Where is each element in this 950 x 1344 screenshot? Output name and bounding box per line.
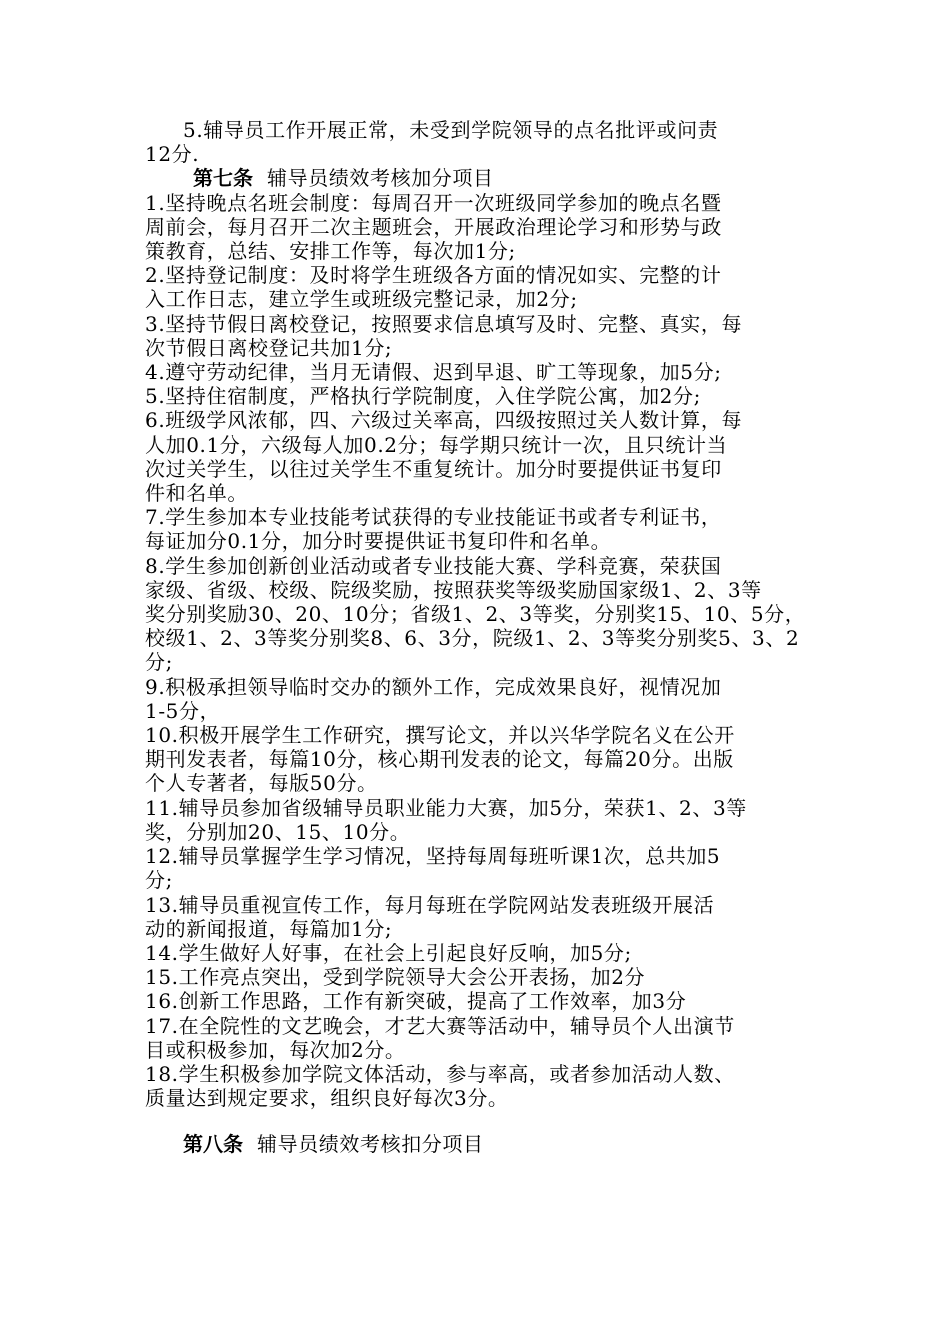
text-line: 策教育，总结、安排工作等，每次加1分; [145,239,516,264]
text-line: 分; [145,868,173,893]
text-line: 6.班级学风浓郁，四、六级过关率高，四级按照过关人数计算，每 [145,408,743,433]
text-line: 期刊发表者，每篇10分，核心期刊发表的论文，每篇20分。出版 [145,747,734,772]
text-line: 目或积极参加，每次加2分。 [145,1037,406,1062]
text-line: 入工作日志，建立学生或班级完整记录，加2分; [145,287,578,312]
text-line: 人加0.1分，六级每人加0.2分；每学期只统计一次，且只统计当 [145,432,728,457]
text-line: 每证加分0.1分，加分时要提供证书复印件和名单。 [145,529,612,554]
text-line: 2.坚持登记制度：及时将学生班级各方面的情况如实、完整的计 [145,263,722,288]
text-line: 14.学生做好人好事，在社会上引起良好反响，加5分; [145,940,632,965]
text-line: 3.坚持节假日离校登记，按照要求信息填写及时、完整、真实，每 [145,311,743,336]
text-line: 周前会，每月召开二次主题班会，开展政治理论学习和形势与政 [145,214,722,239]
text-line: 1.坚持晚点名班会制度：每周召开一次班级同学参加的晚点名暨 [145,190,722,215]
text-line: 17.在全院性的文艺晚会，才艺大赛等活动中，辅导员个人出演节 [145,1013,735,1038]
article-8-heading [145,1132,815,1156]
text-line: 件和名单。 [145,481,248,506]
text-line: 13.辅导员重视宣传工作，每月每班在学院网站发表班级开展活 [145,892,715,917]
text-line: 15.工作亮点突出，受到学院领导大会公开表扬，加2分 [145,965,646,990]
text-line: 奖，分别加20、15、10分。 [145,819,411,844]
text-line: 10.积极开展学生工作研究，撰写论文，并以兴华学院名义在公开 [145,723,735,748]
article-8-title: 辅导员绩效考核扣分项目 [257,1132,484,1157]
text-line: 次节假日离校登记共加1分; [145,335,393,360]
text-line: 11.辅导员参加省级辅导员职业能力大赛，加5分，荣获1、2、3等 [145,795,747,820]
text-line: 1-5分， [145,698,221,723]
article-7-items [145,191,815,1111]
text-line: 动的新闻报道，每篇加1分; [145,916,393,941]
text-line: 4.遵守劳动纪律，当月无请假、迟到早退、旷工等现象，加5分; [145,360,722,385]
article-7-title: 辅导员绩效考核加分项目 [267,166,494,191]
text-line: 家级、省级、校级、院级奖励，按照获奖等级奖励国家级1、2、3等 [145,577,762,602]
text-line: 16.创新工作思路，工作有新突破，提高了工作效率，加3分 [145,989,687,1014]
text-line: 12分. [145,142,200,167]
text-line: 18.学生积极参加学院文体活动，参与率高，或者参加活动人数、 [145,1061,735,1086]
text-line: 分; [145,650,173,675]
intro-paragraph [145,118,815,166]
article-7-number: 第七条 [193,166,253,191]
text-line: 5.坚持住宿制度，严格执行学院制度，入住学院公寓，加2分; [145,384,701,409]
article-7-heading [145,166,815,190]
text-line: 次过关学生，以往过关学生不重复统计。加分时要提供证书复印 [145,456,722,481]
text-line: 个人专著者，每版50分。 [145,771,378,796]
document-page [145,118,815,1157]
text-line: 校级1、2、3等奖分别奖8、6、3分，院级1、2、3等奖分别奖5、3、2 [145,626,800,651]
text-line: 8.学生参加创新创业活动或者专业技能大赛、学科竞赛，荣获国 [145,553,722,578]
text-line: 5.辅导员工作开展正常，未受到学院领导的点名批评或问责 [183,118,719,142]
text-line: 质量达到规定要求，组织良好每次3分。 [145,1086,509,1111]
text-line: 12.辅导员掌握学生学习情况，坚持每周每班听课1次，总共加5 [145,844,721,869]
text-line: 9.积极承担领导临时交办的额外工作，完成效果良好，视情况加 [145,674,722,699]
text-line: 奖分别奖励30、20、10分；省级1、2、3等奖，分别奖15、10、5分， [145,602,806,627]
text-line: 7.学生参加本专业技能考试获得的专业技能证书或者专利证书， [145,505,722,530]
article-8-number: 第八条 [183,1132,243,1157]
